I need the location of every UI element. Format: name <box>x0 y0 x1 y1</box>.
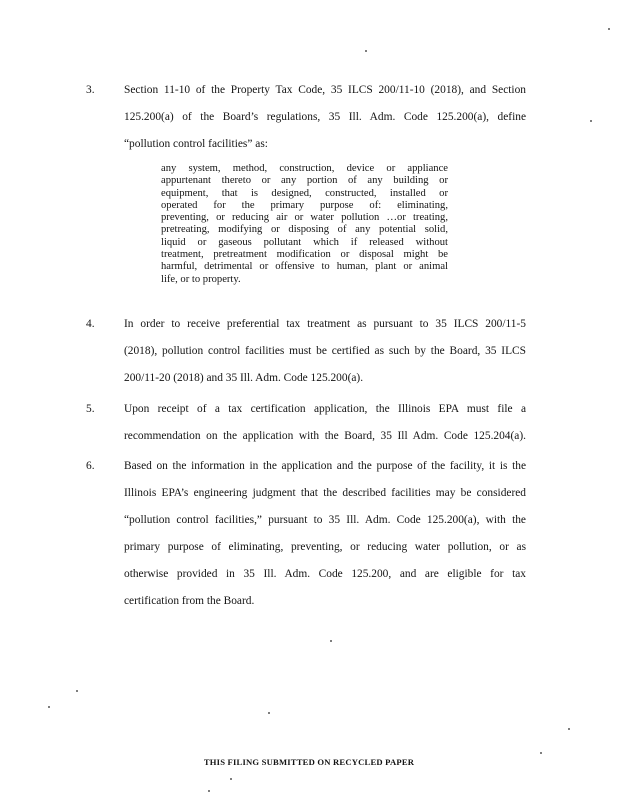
paragraph-line: certification from the Board. <box>124 595 255 607</box>
quote-line: liquid or gaseous pollutant which if released without <box>161 236 448 248</box>
scan-speck <box>540 752 542 754</box>
paragraph-line: primary purpose of eliminating, preventing, or reducing water pollution, or as <box>124 541 526 553</box>
quote-line: equipment, that is designed, constructed, installed or <box>161 187 448 199</box>
paragraph-number: 4. <box>86 318 95 330</box>
paragraph-number: 6. <box>86 460 95 472</box>
scan-speck <box>48 706 50 708</box>
paragraph-number: 3. <box>86 84 95 96</box>
paragraph-line: otherwise provided in 35 Ill. Adm. Code 125.200, and are eligible for tax <box>124 568 526 580</box>
paragraph-line: “pollution control facilities,” pursuant to 35 Ill. Adm. Code 125.200(a), with the <box>124 514 526 526</box>
paragraph-line: recommendation on the application with the Board, 35 Ill Adm. Code 125.204(a). <box>124 430 526 442</box>
quote-line: harmful, detrimental or offensive to human, plant or animal <box>161 261 448 273</box>
quote-line: preventing, or reducing air or water pollution …or treating, <box>161 212 448 224</box>
paragraph-line: Upon receipt of a tax certification application, the Illinois EPA must file a <box>124 403 526 415</box>
scan-speck <box>230 778 232 780</box>
quote-line: any system, method, construction, device or appliance <box>161 163 448 174</box>
scan-speck <box>76 690 78 692</box>
scan-speck <box>330 640 332 642</box>
scan-speck <box>268 712 270 714</box>
paragraph-line: Illinois EPA’s engineering judgment that the described facilities may be considered <box>124 487 526 499</box>
paragraph-number: 5. <box>86 403 95 415</box>
paragraph-line: 125.200(a) of the Board’s regulations, 35 Ill. Adm. Code 125.200(a), define <box>124 111 526 123</box>
paragraph-line: Section 11-10 of the Property Tax Code, 35 ILCS 200/11-10 (2018), and Section <box>124 84 526 96</box>
block-quote <box>161 163 448 286</box>
scan-speck <box>208 790 210 792</box>
paragraph-line: (2018), pollution control facilities must be certified as such by the Board, 35 ILCS <box>124 345 526 357</box>
scan-speck <box>365 50 367 52</box>
paragraph-line: “pollution control facilities” as: <box>124 138 268 150</box>
scan-speck <box>568 728 570 730</box>
quote-line: treatment, pretreatment modification or disposal might be <box>161 249 448 261</box>
quote-line: life, or to property. <box>161 273 241 285</box>
quote-line: pretreating, modifying or disposing of any potential solid, <box>161 224 448 236</box>
quote-line: operated for the primary purpose of: eliminating, <box>161 199 448 211</box>
paragraph-line: Based on the information in the application and the purpose of the facility, it is the <box>124 460 526 472</box>
page-footer: THIS FILING SUBMITTED ON RECYCLED PAPER <box>203 757 415 767</box>
quote-line: appurtenant thereto or any portion of any building or <box>161 175 448 187</box>
paragraph-line: 200/11-20 (2018) and 35 Ill. Adm. Code 125.200(a). <box>124 372 364 384</box>
paragraph-line: In order to receive preferential tax treatment as pursuant to 35 ILCS 200/11-5 <box>124 318 526 330</box>
scan-speck <box>608 28 610 30</box>
scan-speck <box>590 120 592 122</box>
